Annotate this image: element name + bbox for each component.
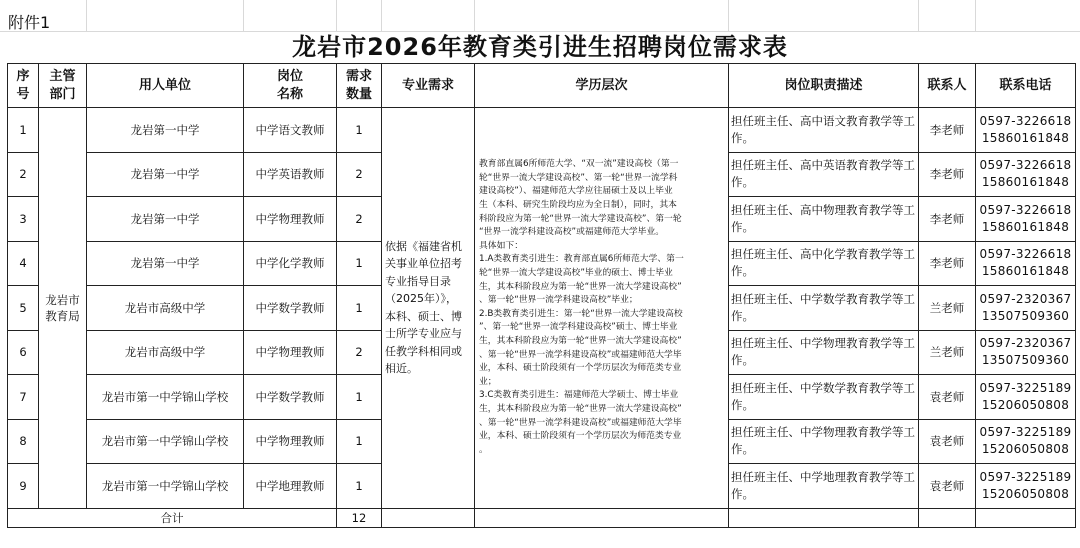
- cell-contact: 袁老师: [919, 375, 976, 420]
- cell-post: 中学物理教师: [244, 330, 337, 375]
- cell-duty: 担任班主任、高中物理教育教学等工作。: [729, 197, 919, 242]
- cell-duty: 担任班主任、高中英语教育教学等工作。: [729, 152, 919, 197]
- grid-line: [243, 0, 244, 31]
- cell-count: 1: [337, 464, 382, 509]
- cell-phone: 0597-2320367 13507509360: [976, 286, 1076, 331]
- header-contact: 联系人: [919, 64, 976, 108]
- cell-phone: 0597-3226618 15860161848: [976, 197, 1076, 242]
- cell-unit: 龙岩市第一中学锦山学校: [87, 464, 244, 509]
- table-row: [8, 108, 1076, 153]
- cell-contact: 袁老师: [919, 464, 976, 509]
- cell-contact: 李老师: [919, 152, 976, 197]
- cell-count: 2: [337, 197, 382, 242]
- cell-count: 2: [337, 152, 382, 197]
- header-phone: 联系电话: [976, 64, 1076, 108]
- cell-phone: 0597-3225189 15206050808: [976, 375, 1076, 420]
- cell-seq: 4: [8, 241, 39, 286]
- cell-phone: 0597-3226618 15860161848: [976, 108, 1076, 153]
- cell-unit: 龙岩市高级中学: [87, 330, 244, 375]
- cell-seq: 1: [8, 108, 39, 153]
- cell-department: 龙岩市 教育局: [39, 108, 87, 509]
- cell-duty: 担任班主任、高中语文教育教学等工作。: [729, 108, 919, 153]
- cell-unit: 龙岩第一中学: [87, 152, 244, 197]
- cell-seq: 5: [8, 286, 39, 331]
- total-label: 合计: [8, 508, 337, 527]
- header-unit: 用人单位: [87, 64, 244, 108]
- cell-contact: 李老师: [919, 241, 976, 286]
- total-value: 12: [337, 508, 382, 527]
- cell-phone: 0597-3226618 15860161848: [976, 152, 1076, 197]
- header-post: 岗位 名称: [244, 64, 337, 108]
- empty-cell: [729, 508, 919, 527]
- cell-education-requirement: 教育部直属6所师范大学、“双一流”建设高校（第一 轮“世界一流大学建设高校”、第一轮“世界一流学科 建设高校”）、福建师范大学应往届硕士及以上毕业 生（本科、研究生阶段均应为全日制），同时，其本 科阶段应为第一轮“世界一流大学建设高校”、第一轮 “世界一流学科建设高校”或福建师范大学毕业。 具体如下： 1.A类教育类引进生：教育部直属6所师范大学、第一 轮“世界一流大学建设高校”毕业的硕士、博士毕业 生，其本科阶段应为第一轮“世界一流大学建设高校” 、第一轮“世界一流学科建设高校”毕业； 2.B类教育类引进生：第一轮“世界一流大学建设高校 ”、第一轮“世界一流学科建设高校”硕士、博士毕业 生，其本科阶段应为第一轮“世界一流大学建设高校” 、第一轮“世界一流学科建设高校”或福建师范大学毕 业，本科、硕士阶段须有一个学历层次为师范类专业 业； 3.C类教育类引进生：福建师范大学硕士、博士毕业 生，其本科阶段应为第一轮“世界一流大学建设高校” 、第一轮“世界一流学科建设高校”或福建师范大学毕 业，本科、硕士阶段须有一个学历层次为师范类专业 。: [475, 108, 729, 509]
- cell-unit: 龙岩市第一中学锦山学校: [87, 375, 244, 420]
- cell-phone: 0597-3225189 15206050808: [976, 419, 1076, 464]
- empty-cell: [976, 508, 1076, 527]
- cell-contact: 袁老师: [919, 419, 976, 464]
- page-title: 龙岩市2026年教育类引进生招聘岗位需求表: [292, 33, 788, 61]
- cell-duty: 担任班主任、中学物理教育教学等工作。: [729, 419, 919, 464]
- cell-seq: 6: [8, 330, 39, 375]
- cell-duty: 担任班主任、中学数学教育教学等工作。: [729, 375, 919, 420]
- total-row: [8, 508, 1076, 527]
- cell-duty: 担任班主任、中学数学教育教学等工作。: [729, 286, 919, 331]
- cell-count: 1: [337, 108, 382, 153]
- cell-post: 中学数学教师: [244, 286, 337, 331]
- cell-post: 中学地理教师: [244, 464, 337, 509]
- recruitment-table: [7, 63, 1076, 528]
- attachment-label: 附件1: [8, 13, 51, 32]
- cell-major-requirement: 依据《福建省机 关事业单位招考 专业指导目录 （2025年）》， 本科、硕士、博 士所学专业应与 任教学科相同或 相近。: [382, 108, 475, 509]
- cell-unit: 龙岩第一中学: [87, 108, 244, 153]
- grid-line: [728, 0, 729, 31]
- cell-seq: 9: [8, 464, 39, 509]
- cell-count: 2: [337, 330, 382, 375]
- header-count: 需求 数量: [337, 64, 382, 108]
- cell-duty: 担任班主任、中学地理教育教学等工作。: [729, 464, 919, 509]
- cell-post: 中学英语教师: [244, 152, 337, 197]
- cell-duty: 担任班主任、高中化学教育教学等工作。: [729, 241, 919, 286]
- grid-line: [474, 0, 475, 31]
- cell-contact: 李老师: [919, 197, 976, 242]
- empty-cell: [475, 508, 729, 527]
- header-row: [8, 64, 1076, 108]
- cell-post: 中学化学教师: [244, 241, 337, 286]
- header-duty: 岗位职责描述: [729, 64, 919, 108]
- cell-seq: 2: [8, 152, 39, 197]
- cell-duty: 担任班主任、中学物理教育教学等工作。: [729, 330, 919, 375]
- cell-phone: 0597-3226618 15860161848: [976, 241, 1076, 286]
- empty-cell: [382, 508, 475, 527]
- header-edu: 学历层次: [475, 64, 729, 108]
- cell-seq: 7: [8, 375, 39, 420]
- cell-phone: 0597-3225189 15206050808: [976, 464, 1076, 509]
- cell-count: 1: [337, 241, 382, 286]
- cell-post: 中学语文教师: [244, 108, 337, 153]
- header-major: 专业需求: [382, 64, 475, 108]
- grid-line: [86, 0, 87, 31]
- cell-unit: 龙岩市高级中学: [87, 286, 244, 331]
- cell-seq: 3: [8, 197, 39, 242]
- cell-unit: 龙岩第一中学: [87, 241, 244, 286]
- grid-line: [975, 0, 976, 31]
- cell-post: 中学数学教师: [244, 375, 337, 420]
- cell-unit: 龙岩市第一中学锦山学校: [87, 419, 244, 464]
- grid-line: [381, 0, 382, 31]
- cell-contact: 兰老师: [919, 286, 976, 331]
- empty-cell: [919, 508, 976, 527]
- cell-seq: 8: [8, 419, 39, 464]
- cell-post: 中学物理教师: [244, 419, 337, 464]
- cell-unit: 龙岩第一中学: [87, 197, 244, 242]
- cell-contact: 李老师: [919, 108, 976, 153]
- cell-count: 1: [337, 419, 382, 464]
- grid-line: [336, 0, 337, 31]
- cell-count: 1: [337, 286, 382, 331]
- cell-phone: 0597-2320367 13507509360: [976, 330, 1076, 375]
- grid-line: [918, 0, 919, 31]
- cell-post: 中学物理教师: [244, 197, 337, 242]
- cell-count: 1: [337, 375, 382, 420]
- header-seq: 序 号: [8, 64, 39, 108]
- header-dept: 主管 部门: [39, 64, 87, 108]
- top-grid-row: [0, 0, 1080, 32]
- cell-contact: 兰老师: [919, 330, 976, 375]
